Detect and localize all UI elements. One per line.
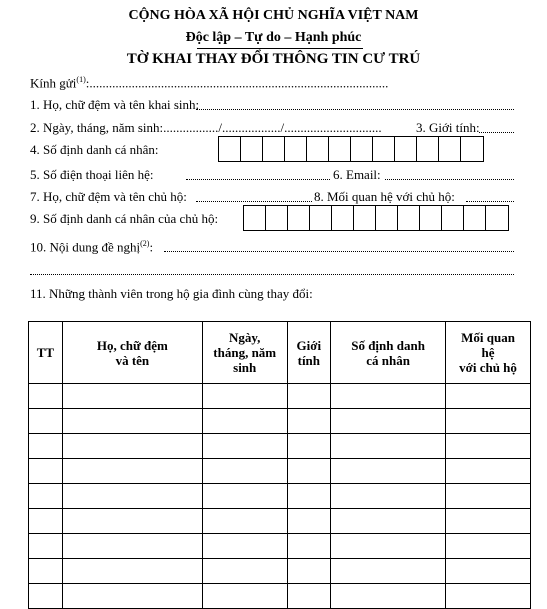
- table-cell[interactable]: [446, 584, 531, 609]
- table-cell[interactable]: [62, 409, 202, 434]
- column-header-text: Giới: [296, 337, 322, 353]
- table-cell[interactable]: [446, 409, 531, 434]
- table-cell[interactable]: [287, 434, 331, 459]
- table-cell[interactable]: [287, 584, 331, 609]
- table-cell[interactable]: [331, 434, 446, 459]
- table-cell[interactable]: [287, 484, 331, 509]
- table-cell[interactable]: [287, 384, 331, 409]
- addressee-label: Kính gửi: [30, 75, 77, 91]
- phone-label: 5. Số điện thoại liên hệ:: [30, 167, 154, 182]
- members-table-header: [29, 322, 531, 384]
- addressee-row: [30, 75, 388, 91]
- column-header: [446, 322, 531, 384]
- gender-label: 3. Giới tính:: [416, 120, 480, 135]
- table-cell[interactable]: [202, 584, 287, 609]
- column-header-text: hệ: [481, 345, 495, 360]
- relation-field[interactable]: [466, 189, 514, 202]
- table-cell[interactable]: [62, 384, 202, 409]
- table-cell[interactable]: [331, 584, 446, 609]
- table-cell[interactable]: [29, 434, 63, 459]
- table-cell[interactable]: [62, 434, 202, 459]
- members-table: [28, 321, 531, 609]
- table-cell[interactable]: [202, 509, 287, 534]
- motto-underline: [197, 48, 363, 49]
- table-cell[interactable]: [62, 584, 202, 609]
- table-cell[interactable]: [287, 534, 331, 559]
- column-header-text: TT: [36, 345, 55, 360]
- table-cell[interactable]: [62, 559, 202, 584]
- table-row: [29, 534, 531, 559]
- table-cell[interactable]: [29, 584, 63, 609]
- table-row: [29, 484, 531, 509]
- request-label: 10. Nội dung đề nghị: [30, 239, 141, 255]
- table-cell[interactable]: [62, 484, 202, 509]
- table-cell[interactable]: [29, 409, 63, 434]
- column-header: [202, 322, 287, 384]
- request-note: (2): [140, 239, 150, 248]
- table-cell[interactable]: [446, 559, 531, 584]
- table-cell[interactable]: [29, 509, 63, 534]
- table-cell[interactable]: [287, 559, 331, 584]
- table-cell[interactable]: [202, 409, 287, 434]
- table-cell[interactable]: [202, 484, 287, 509]
- table-row: [29, 509, 531, 534]
- column-header-text: sinh: [233, 360, 257, 375]
- table-cell[interactable]: [446, 534, 531, 559]
- form-title: TỜ KHAI THAY ĐỔI THÔNG TIN CƯ TRÚ: [126, 51, 421, 67]
- household-head-id-label: 9. Số định danh cá nhân của chủ hộ:: [30, 211, 219, 226]
- column-header-text: với chủ hộ: [459, 360, 517, 375]
- column-header-text: tháng, năm: [213, 345, 277, 360]
- table-cell[interactable]: [446, 434, 531, 459]
- table-cell[interactable]: [331, 459, 446, 484]
- table-cell[interactable]: [331, 484, 446, 509]
- addressee-note: (1): [76, 75, 86, 84]
- full-name-field[interactable]: [196, 97, 514, 110]
- table-cell[interactable]: [287, 509, 331, 534]
- gender-field[interactable]: [479, 120, 514, 133]
- table-cell[interactable]: [331, 409, 446, 434]
- column-header-text: Số định danh: [351, 337, 425, 353]
- table-cell[interactable]: [331, 559, 446, 584]
- column-header: [287, 322, 331, 384]
- table-cell[interactable]: [202, 559, 287, 584]
- column-header-text: cá nhân: [366, 352, 410, 368]
- table-cell[interactable]: [446, 384, 531, 409]
- table-cell[interactable]: [202, 384, 287, 409]
- email-field[interactable]: [385, 167, 514, 180]
- column-header-text: và tên: [115, 352, 150, 368]
- column-header-text: Ngày,: [229, 330, 261, 345]
- table-cell[interactable]: [331, 509, 446, 534]
- column-header: [62, 322, 202, 384]
- request-row: 10. Nội dung đề nghị$^{(2)}$:: [30, 239, 154, 255]
- column-header: [331, 322, 446, 384]
- phone-field[interactable]: [186, 167, 330, 180]
- id-number-boxes[interactable]: [218, 136, 484, 162]
- table-cell[interactable]: [29, 384, 63, 409]
- addressee-dots: :............................................................................................: [85, 75, 389, 91]
- email-label: 6. Email:: [333, 167, 381, 182]
- table-cell[interactable]: [202, 459, 287, 484]
- relation-label: 8. Mối quan hệ với chủ hộ:: [314, 189, 455, 204]
- request-field-line-2[interactable]: [30, 262, 514, 275]
- table-row: [29, 559, 531, 584]
- motto: Độc lập – Tự do – Hạnh phúc: [185, 30, 362, 45]
- column-header-text: tính: [297, 352, 321, 368]
- table-cell[interactable]: [287, 409, 331, 434]
- table-cell[interactable]: [331, 384, 446, 409]
- dob-field[interactable]: 2. Ngày, tháng, năm sinh:................./................../..............................: [30, 120, 382, 135]
- table-cell[interactable]: [446, 509, 531, 534]
- table-row: [29, 459, 531, 484]
- column-header-text: Họ, chữ đệm: [96, 337, 168, 353]
- full-name-label: 1. Họ, chữ đệm và tên khai sinh:: [30, 97, 200, 112]
- household-head-name-label: 7. Họ, chữ đệm và tên chủ hộ:: [30, 189, 187, 204]
- members-label: 11. Những thành viên trong hộ gia đình cùng thay đổi:: [30, 286, 313, 301]
- table-cell[interactable]: [202, 434, 287, 459]
- country-title: CỘNG HÒA XÃ HỘI CHỦ NGHĨA VIỆT NAM: [128, 8, 419, 23]
- table-cell[interactable]: [29, 534, 63, 559]
- table-cell[interactable]: [62, 459, 202, 484]
- table-cell[interactable]: [29, 559, 63, 584]
- table-row: [29, 584, 531, 609]
- column-header: [29, 322, 63, 384]
- table-cell[interactable]: [29, 459, 63, 484]
- column-header-text: Mối quan: [461, 330, 515, 345]
- household-head-name-field[interactable]: [196, 189, 312, 202]
- id-number-label: 4. Số định danh cá nhân:: [30, 142, 159, 157]
- table-cell[interactable]: [62, 534, 202, 559]
- table-row: [29, 409, 531, 434]
- table-cell[interactable]: [446, 484, 531, 509]
- table-cell[interactable]: [446, 459, 531, 484]
- table-cell[interactable]: [331, 534, 446, 559]
- household-head-id-boxes[interactable]: [243, 205, 509, 231]
- table-cell[interactable]: [29, 484, 63, 509]
- table-cell[interactable]: [202, 534, 287, 559]
- table-row: [29, 434, 531, 459]
- request-field-line-1[interactable]: [164, 239, 514, 252]
- table-cell[interactable]: [287, 459, 331, 484]
- table-row: [29, 384, 531, 409]
- table-cell[interactable]: [62, 509, 202, 534]
